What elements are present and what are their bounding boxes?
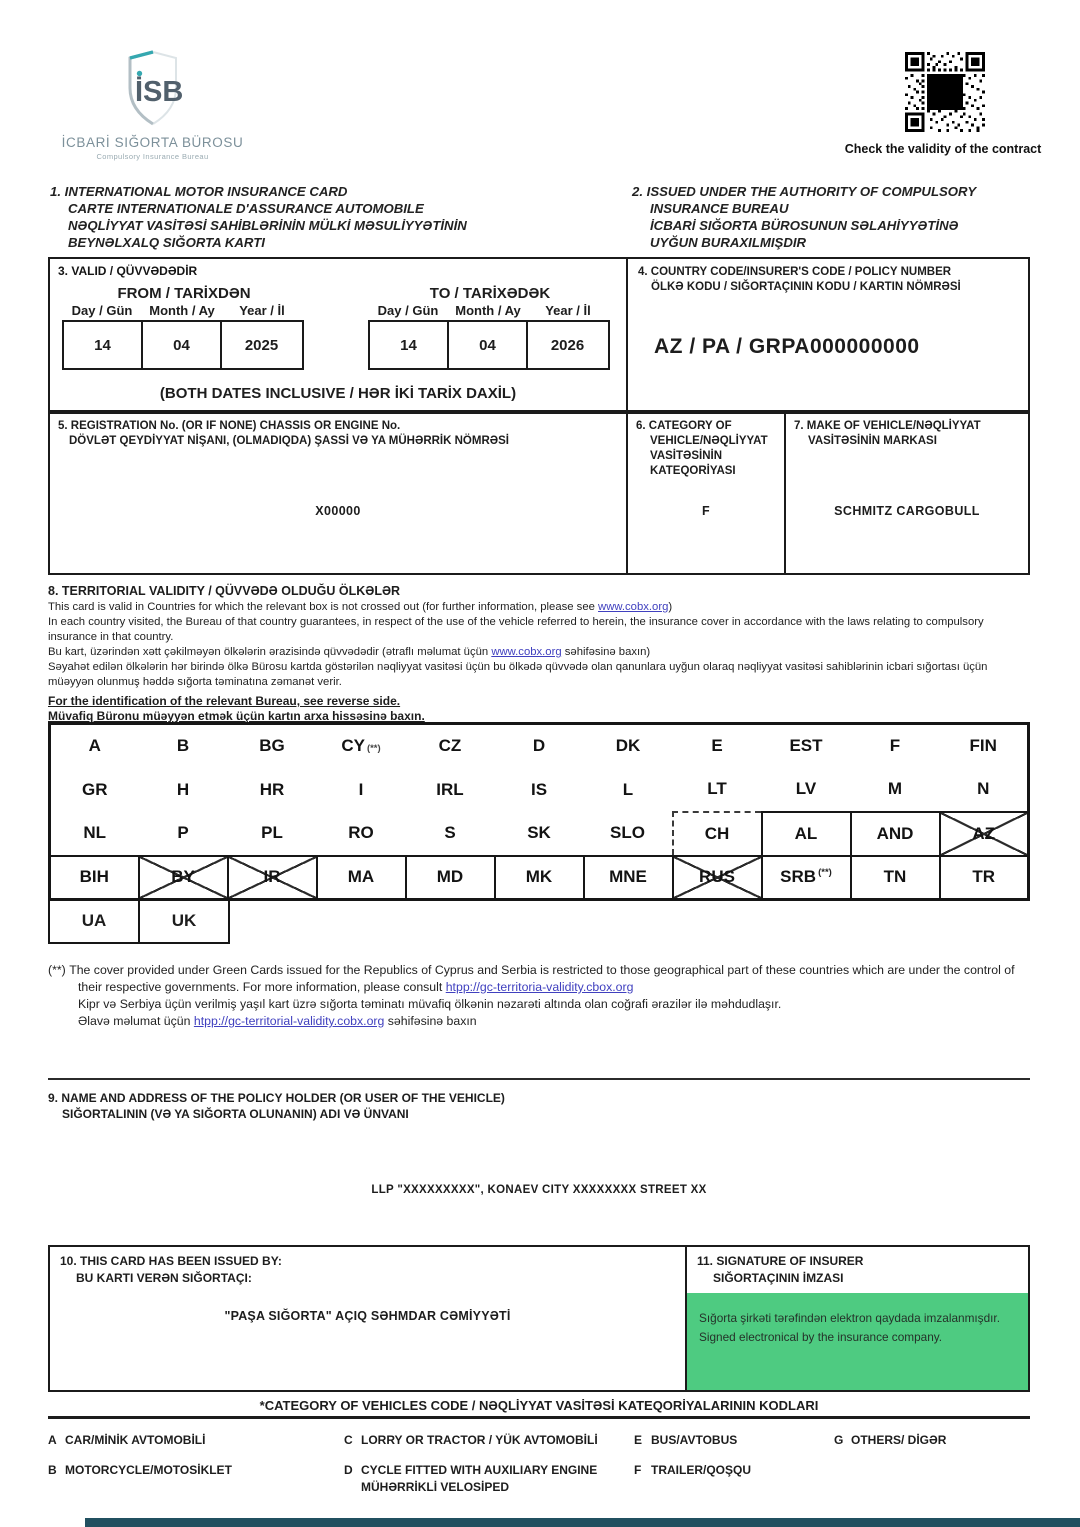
section-4-policy — [628, 259, 1028, 410]
country-cell: H — [176, 779, 190, 799]
section-5-title-az: DÖVLƏT QEYDİYYAT NİŞANI, (OLMADIQDA) ŞASSİ VƏ YA MÜHƏRRİK NÖMRƏSİ — [69, 435, 509, 447]
country-cell: MK — [495, 856, 584, 900]
cobx-org-link[interactable]: www.cobx.org — [598, 601, 669, 613]
text: səhifəsinə baxın — [384, 1014, 477, 1028]
both-dates-note: (BOTH DATES INCLUSIVE / HƏR İKİ TARİX DAXİL) — [159, 385, 517, 402]
text: Bu kart, üzərindən xətt çəkilməyən ölkələrin ərazisində qüvvədədir (ətraflı məlumat üçün — [48, 646, 492, 658]
note-en — [48, 962, 1040, 996]
country-cell: MD — [406, 856, 495, 900]
section-10-issuer — [50, 1247, 687, 1390]
from-month-value: 04 — [143, 322, 222, 368]
section-1-line: BEYNƏLXALQ SIĞORTA KARTI — [68, 235, 265, 250]
qr-code-icon — [905, 52, 985, 132]
text: This card is valid in Countries for which the relevant box is not crossed out (for further information, please see — [48, 601, 599, 613]
isb-logo — [45, 48, 260, 161]
country-cell: AL — [762, 812, 851, 856]
section-6-title: 6. CATEGORY OF VEHICLE/NƏQLİYYAT VASİTƏSİNİN KATEQORİYASI — [636, 420, 768, 477]
country-cell: MA — [317, 856, 406, 900]
country-cell: UA — [49, 899, 139, 943]
country-cell-crossed: RUS — [673, 856, 762, 900]
country-cell: CY (**) — [341, 736, 381, 756]
country-row-1 — [50, 724, 1029, 768]
signature-text-en: Signed electronical by the insurance company. — [699, 1330, 943, 1344]
category-item-d-line2: MÜHƏRRİKLİ VELOSİPED — [361, 1480, 510, 1494]
gc-territorial-validity-link-az[interactable]: htpp://gc-territorial-validity.cobx.org — [193, 1014, 385, 1028]
day-header: Day / Gün — [377, 303, 439, 318]
country-cell: UK — [139, 899, 229, 943]
country-cell: HR — [259, 779, 285, 799]
double-asterisk-note — [48, 962, 1040, 1030]
section-8-heading: 8. TERRITORIAL VALIDITY / QÜVVƏDƏ OLDUĞU ÖLKƏLƏR — [48, 584, 401, 598]
to-date-cells — [368, 320, 610, 370]
country-cell: I — [358, 779, 364, 799]
country-row-3 — [50, 812, 1029, 856]
note-az-2 — [48, 1013, 1040, 1030]
country-cell: PL — [261, 823, 283, 842]
note-az-1: Kipr və Serbiya üçün verilmiş yaşıl kart üzrə sığorta təminatı müvafiq ölkənin nəzarəti altında olan coğrafi ərazilər ilə məhdudlaşır. — [78, 997, 782, 1011]
country-cell: LT — [707, 779, 727, 798]
cobx-org-link-az[interactable]: www.cobx.org — [491, 646, 562, 658]
country-cell: M — [887, 779, 903, 798]
vehicle-category-value: F — [701, 504, 711, 518]
section-9-policy-holder — [48, 1090, 1030, 1196]
section-7-title: 7. MAKE OF VEHICLE/NƏQLİYYAT VASİTƏSİNİN MARKASI — [794, 420, 981, 447]
section-6-category — [628, 414, 786, 573]
registration-number-value: X00000 — [315, 504, 361, 518]
country-cell: AND — [851, 812, 940, 856]
country-cell: E — [711, 736, 723, 756]
to-label: TO / TARİXƏDƏK — [429, 285, 551, 302]
section-4-title-az: ÖLKƏ KODU / SIĞORTAÇININ KODU / KARTIN NÖMRƏSİ — [651, 281, 961, 293]
territorial-text-en-2: In each country visited, the Bureau of that country guarantees, in respect of the use of the vehicle referred to herein, the insurance cover in accordance with the laws relating to compulsory insurance in that country. — [48, 616, 984, 643]
country-cell: L — [622, 779, 634, 799]
valid-to-group — [368, 285, 612, 370]
from-year-value: 2025 — [244, 336, 279, 354]
category-item-f: F TRAILER/QOŞQU — [634, 1463, 752, 1477]
territorial-text-az-2: Səyahət edilən ölkələrin hər birində ölkə Bürosu kartda göstərilən nəqliyyat vasitəsi üçün bu ölkədə qüvvədə olan qanunlara uyğun olaraq nəqliyyat vasitəsi sahiblərinin icbari sığortası üçün müəyyən olunmuş həddə sığorta təminatına zəmanət verir. — [48, 661, 988, 688]
org-subtitle: Compulsory Insurance Bureau — [96, 152, 209, 161]
country-cell: DK — [615, 736, 641, 756]
shield-logo-icon — [122, 48, 184, 128]
to-month-value: 04 — [449, 322, 528, 368]
section-3-title: 3. VALID / QÜVVƏDƏDİR — [58, 264, 198, 278]
section-5-registration — [50, 414, 628, 573]
section-8-territorial-validity — [48, 584, 1033, 724]
org-name: İCBARİ SIĞORTA BÜROSU — [61, 135, 244, 150]
country-cell: EST — [789, 736, 823, 756]
country-cell: B — [176, 736, 190, 756]
from-date-cells — [62, 320, 304, 370]
section-10-title: 10. THIS CARD HAS BEEN ISSUED BY: — [60, 1254, 282, 1268]
section-1-line: NƏQLİYYAT VASİTƏSİ SAHİBLƏRİNİN MÜLKİ MƏSULİYYƏTİNİN — [68, 218, 467, 233]
to-column-headers — [368, 303, 612, 318]
section-2-title-block — [632, 183, 1032, 251]
text: ) — [668, 601, 673, 613]
category-item-c: C LORRY OR TRACTOR / YÜK AVTOMOBİLİ — [344, 1433, 598, 1447]
territorial-text-az — [48, 645, 1033, 660]
reverse-side-note-en: For the identification of the relevant Bureau, see reverse side. — [48, 694, 401, 708]
country-cell: SLO — [610, 823, 645, 842]
section-2-line: İCBARİ SIĞORTA BÜROSUNUN SƏLAHİYYƏTİNƏ — [650, 218, 959, 233]
to-year-value: 2026 — [550, 336, 585, 354]
country-cell: FIN — [969, 736, 997, 756]
country-cell: TN — [851, 856, 940, 900]
country-cell: RO — [348, 823, 374, 842]
country-cell: SRB (**) — [762, 856, 851, 900]
section-11-title-az: SIĞORTAÇININ İMZASI — [713, 1271, 844, 1285]
note-mark: (**) — [48, 963, 66, 977]
text: səhifəsinə baxın) — [561, 646, 651, 658]
country-cell: A — [88, 736, 101, 756]
electronic-signature-panel — [687, 1293, 1028, 1390]
horizontal-rule — [48, 1078, 1030, 1080]
category-item-b: B MOTORCYCLE/MOTOSİKLET — [48, 1463, 232, 1477]
vehicle-categories-title: *CATEGORY OF VEHICLES CODE / NƏQLİYYAT VASİTƏSİ KATEQORİYALARININ KODLARI — [48, 1392, 1030, 1419]
svg-text:İSB: İSB — [134, 76, 183, 108]
category-item-e: E BUS/AVTOBUS — [634, 1433, 738, 1447]
section-10-title-az: BU KARTI VERƏN SIĞORTAÇI: — [76, 1271, 252, 1285]
section-5-title: 5. REGISTRATION No. (OR IF NONE) CHASSIS OR ENGINE No. — [58, 420, 401, 432]
from-label: FROM / TARİXDƏN — [117, 285, 251, 302]
section-1-title-block — [50, 183, 615, 251]
category-item-g: G OTHERS/ DİGƏR — [834, 1433, 947, 1447]
year-header: Year / İl — [545, 303, 591, 318]
text: The cover provided under Green Cards issued for the Republics of Cyprus and Serbia is restricted to those geographical part of these countries which are under the control of their respective governments. For more information, please consult — [69, 963, 1015, 994]
country-cell: F — [889, 736, 901, 756]
section-9-title: 9. NAME AND ADDRESS OF THE POLICY HOLDER (OR USER OF THE VEHICLE) — [48, 1091, 505, 1105]
month-header: Month / Ay — [455, 303, 521, 318]
issuer-name-value: "PAŞA SIĞORTA" AÇIQ SƏHMDAR CƏMİYYƏTİ — [224, 1309, 511, 1323]
qr-caption: Check the validity of the contract — [844, 142, 1042, 156]
country-row-5 — [48, 898, 230, 944]
country-cell: MNE — [584, 856, 673, 900]
section-11-title: 11. SIGNATURE OF INSURER — [697, 1254, 864, 1268]
bottom-edge-bar — [85, 1518, 1080, 1527]
section-11-signature — [687, 1247, 1028, 1390]
country-cell: SK — [527, 823, 551, 842]
country-cell: P — [177, 823, 189, 842]
category-item-d: D CYCLE FITTED WITH AUXILIARY ENGINE MÜHƏRRİKLİ VELOSİPED — [344, 1462, 634, 1496]
category-item-a: A CAR/MİNİK AVTOMOBİLİ — [48, 1433, 206, 1447]
section-2-line: INSURANCE BUREAU — [650, 201, 789, 216]
country-cell: S — [444, 823, 456, 842]
section-7-make — [786, 414, 1028, 573]
policy-number-value: AZ / PA / GRPA000000000 — [654, 335, 920, 358]
country-cell: LV — [795, 779, 817, 798]
vehicle-info-box — [48, 412, 1030, 575]
country-cell-crossed: BY — [139, 856, 228, 900]
country-row-4 — [50, 856, 1029, 900]
country-cell: IRL — [436, 779, 464, 799]
month-header: Month / Ay — [149, 303, 215, 318]
section-9-title-az: SIĞORTALININ (VƏ YA SIĞORTA OLUNANIN) ADI VƏ ÜNVANI — [62, 1107, 409, 1121]
vehicle-make-value: SCHMITZ CARGOBULL — [834, 504, 980, 518]
to-day-value: 14 — [370, 322, 449, 368]
section-2-line: UYĞUN BURAXILMIŞDIR — [650, 235, 807, 250]
section-3-valid — [50, 259, 628, 410]
reverse-side-note-az: Müvafiq Büronu müəyyən etmək üçün kartın arxa hissəsinə baxın. — [48, 709, 425, 723]
territorial-validity-table — [48, 722, 1030, 944]
issuer-signature-box — [48, 1245, 1030, 1392]
policy-holder-value: LLP "XXXXXXXXX", KONAEV CITY XXXXXXXX STREET XX — [371, 1184, 707, 1196]
country-cell: NL — [83, 823, 107, 842]
text: Əlavə məlumat üçün — [78, 1014, 194, 1028]
territorial-text-en — [48, 600, 1033, 615]
day-header: Day / Gün — [71, 303, 133, 318]
country-cell-crossed: IR — [228, 856, 317, 900]
country-cell: BIH — [50, 856, 139, 900]
section-2-line: 2. ISSUED UNDER THE AUTHORITY OF COMPULSORY — [632, 184, 977, 199]
country-cell: BG — [259, 736, 285, 756]
valid-from-group — [62, 285, 306, 370]
year-header: Year / İl — [239, 303, 285, 318]
from-column-headers — [62, 303, 306, 318]
country-cell: CZ — [438, 736, 462, 756]
signature-text-az: Sığorta şirkəti tərəfindən elektron qaydada imzalanmışdır. — [699, 1311, 1000, 1325]
country-cell: GR — [82, 779, 108, 799]
section-1-line: 1. INTERNATIONAL MOTOR INSURANCE CARD — [50, 184, 348, 199]
country-cell-ch-dashed: CH — [673, 812, 762, 856]
section-1-line: CARTE INTERNATIONALE D'ASSURANCE AUTOMOBILE — [68, 201, 424, 216]
country-cell-crossed: AZ — [940, 812, 1029, 856]
from-day-value: 14 — [64, 322, 143, 368]
country-cell: IS — [530, 779, 548, 799]
section-4-title: 4. COUNTRY CODE/INSURER'S CODE / POLICY NUMBER — [638, 266, 952, 278]
gc-territorial-validity-link-en[interactable]: htpp://gc-territoria-validity.cbox.org — [445, 980, 634, 994]
country-row-2 — [50, 768, 1029, 812]
country-cell: TR — [940, 856, 1029, 900]
country-cell: D — [532, 736, 546, 756]
country-cell: N — [977, 779, 990, 798]
validity-and-policy-box — [48, 257, 1030, 412]
